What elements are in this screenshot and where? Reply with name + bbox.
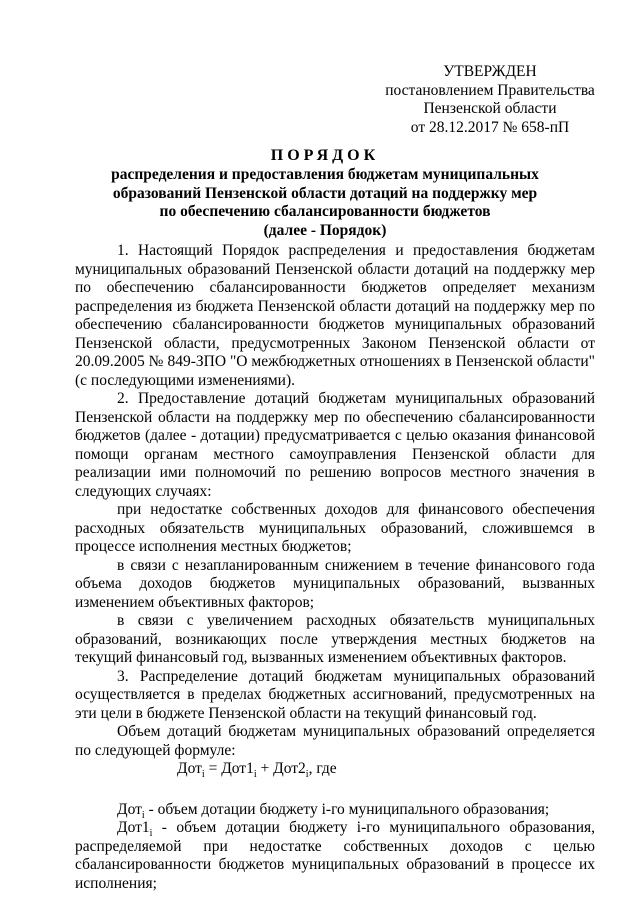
definition-1 bbox=[75, 801, 595, 820]
formula bbox=[75, 760, 595, 779]
approved-date-number-line: от 28.12.2017 № 658-пП bbox=[410, 118, 570, 136]
paragraph-3: 3. Распределение дотаций бюджетам муниципальных образований осуществляется в пределах бюджетных ассигнований, предусмотренных на эти цели в бюджете Пензенской области на текущий финансовый год. bbox=[75, 667, 595, 722]
spacer bbox=[75, 779, 595, 801]
paragraph-2-case-b: в связи с незапланированным снижением в течение финансового года объема доходов бюджетов муниципальных образований, вызванных изменением объективных факторов; bbox=[75, 556, 595, 611]
formula-tail: , где bbox=[308, 760, 337, 777]
formula-lhs: Дот bbox=[177, 760, 202, 777]
paragraph-2-case-c: в связи с увеличением расходных обязательств муниципальных образований, возникающих после утверждения местных бюджетов на текущий финансовый год, вызванных изменением объективных факторов. bbox=[75, 612, 595, 666]
formula-lhs-subscript: i bbox=[201, 769, 205, 781]
approved-region-line: Пензенской области bbox=[423, 100, 557, 117]
definition-1-subscript: i bbox=[141, 809, 145, 821]
paragraph-2-case-a: при недостатке собственных доходов для финансового обеспечения расходных обязательств муниципальных образований, сложившемся в процессе исполнения местных бюджетов; bbox=[75, 501, 595, 555]
paragraph-2: 2. Предоставление дотаций бюджетам муниципальных образований Пензенской области на поддержку мер по обеспечению сбалансированности бюджетов (далее - дотации) предусматривается с целью оказания финансовой помощи органам местного самоуправления Пензенской области для реализации ими полномочий по решению вопросов местного значения в следующих случаях: bbox=[75, 390, 595, 500]
formula-term-1-subscript: i bbox=[253, 769, 257, 781]
formula-term-1: Дот1 bbox=[221, 760, 254, 777]
formula-equals: = bbox=[204, 760, 222, 777]
definition-2 bbox=[75, 819, 595, 893]
title-line-3: по обеспечению сбалансированности бюджетов bbox=[159, 203, 491, 220]
formula-term-2: Дот2 bbox=[273, 760, 306, 777]
title-line-2: образований Пензенской области дотаций на поддержку мер bbox=[112, 184, 538, 202]
definition-1-term: Дот bbox=[117, 800, 142, 818]
formula-plus: + bbox=[256, 760, 274, 777]
title-line-4: (далее - Порядок) bbox=[263, 221, 387, 239]
formula-term-2-subscript: i bbox=[305, 769, 309, 781]
definition-2-text: - объем дотации бюджету i-го муниципального образования, распределяемой при недостатке собственных доходов с целью сбалансированности бюджетов муниципальных образований в процессе их исполнения; bbox=[75, 819, 595, 892]
approved-by-line: постановлением Правительства bbox=[385, 81, 595, 99]
definition-2-subscript: i bbox=[149, 828, 153, 840]
approved-heading: УТВЕРЖДЕН bbox=[443, 63, 537, 80]
document-title-block bbox=[60, 146, 590, 240]
approval-stamp-block bbox=[370, 63, 610, 137]
definition-1-text: - объем дотации бюджету i-го муниципального образования; bbox=[144, 800, 550, 818]
title-line-1: распределения и предоставления бюджетам муниципальных bbox=[111, 166, 539, 183]
definition-2-term: Дот1 bbox=[117, 819, 150, 836]
document-heading: ПОРЯДОК bbox=[270, 147, 380, 164]
document-body bbox=[75, 242, 595, 893]
paragraph-3-formula-intro: Объем дотаций бюджетам муниципальных образований определяется по следующей формуле: bbox=[75, 723, 595, 759]
paragraph-1: 1. Настоящий Порядок распределения и предоставления бюджетам муниципальных образований Пензенской области дотаций на поддержку мер по обеспечению сбалансированности бюджетов определяет механизм распределения из бюджета Пензенской области дотаций на поддержку мер по обеспечению сбалансированности бюджетов муниципальных образований Пензенской области, предусмотренных Законом Пензенской области от 20.09.2005 № 849-ЗПО "О межбюджетных отношениях в Пензенской области" (с последующими изменениями). bbox=[75, 242, 595, 389]
